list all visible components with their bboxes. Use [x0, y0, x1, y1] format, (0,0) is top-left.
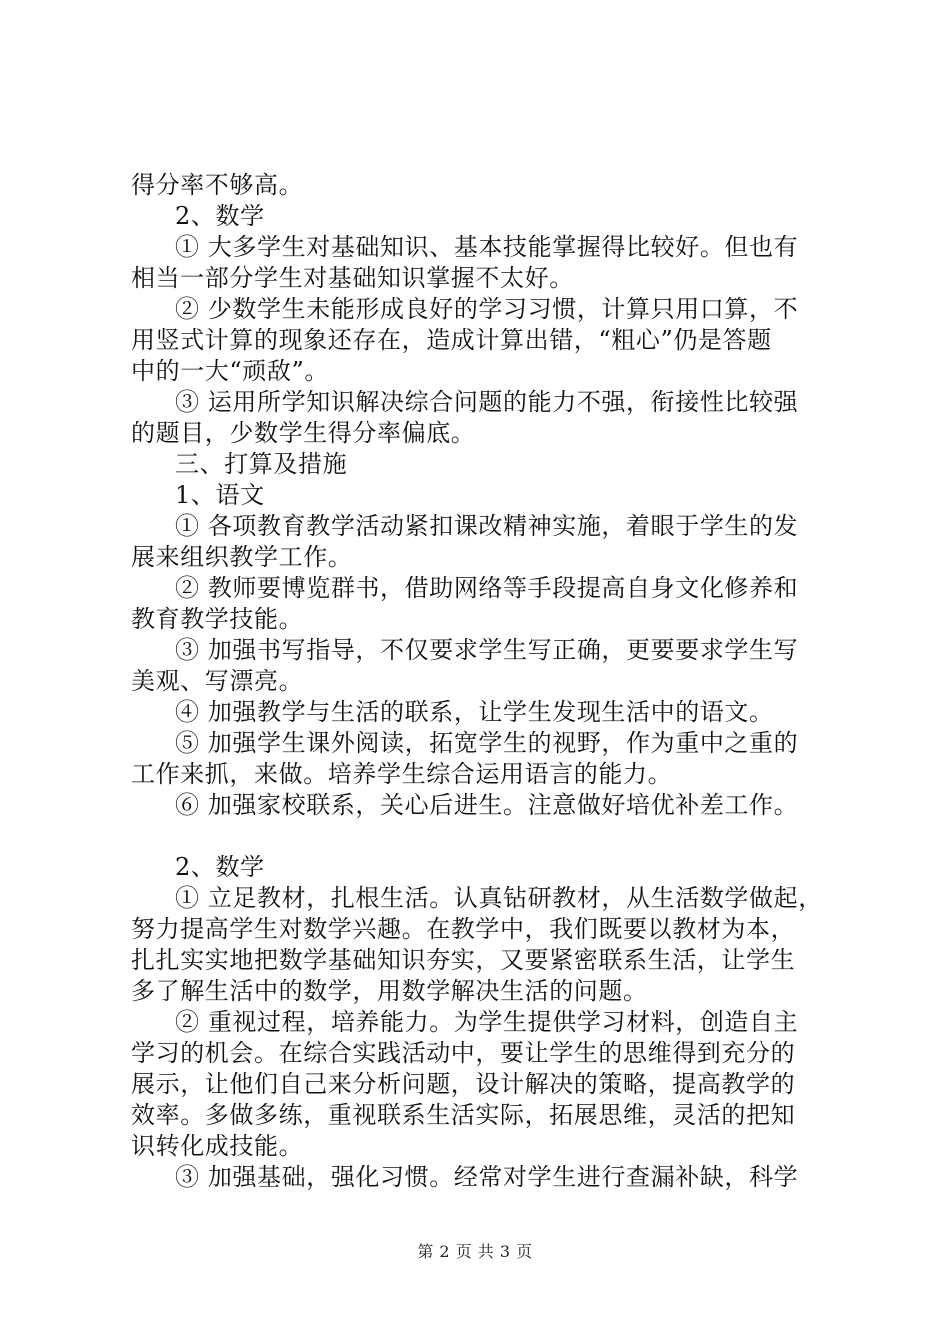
text-line: ① 立足教材，扎根生活。认真钻研教材，从生活数学做起， [175, 884, 823, 912]
text-line: 的题目，少数学生得分率偏底。 [131, 419, 476, 447]
text-line: ③ 运用所学知识解决综合问题的能力不强，衔接性比较强 [175, 388, 799, 416]
text-line: 中的一大“顽敌”。 [131, 357, 329, 385]
text-line: 2、数学 [175, 853, 265, 881]
text-line: 学习的机会。在综合实践活动中，要让学生的思维得到充分的 [131, 1039, 796, 1067]
text-line: 美观、写漂亮。 [131, 667, 304, 695]
text-line: 展来组织教学工作。 [131, 543, 353, 571]
text-line: 相当一部分学生对基础知识掌握不太好。 [131, 264, 574, 292]
blank-line [131, 821, 835, 852]
text-line: 多了解生活中的数学，用数学解决生活的问题。 [131, 977, 648, 1005]
text-line: 教育教学技能。 [131, 605, 304, 633]
text-line: ② 重视过程，培养能力。为学生提供学习材料，创造自主 [175, 1008, 799, 1036]
text-line: 1、语文 [175, 481, 265, 509]
text-line: 展示，让他们自己来分析问题，设计解决的策略，提高教学的 [131, 1070, 796, 1098]
text-line: 扎扎实实地把数学基础知识夯实，又要紧密联系生活，让学生 [131, 946, 796, 974]
text-line: ⑥ 加强家校联系，关心后进生。注意做好培优补差工作。 [175, 791, 799, 819]
text-line: ② 少数学生未能形成良好的学习习惯，计算只用口算，不 [175, 295, 799, 323]
text-line: 用竖式计算的现象还存在，造成计算出错，“粗心”仍是答题 [131, 326, 772, 354]
text-line: 努力提高学生对数学兴趣。在教学中，我们既要以教材为本， [131, 915, 796, 943]
text-line: 2、数学 [175, 202, 265, 230]
text-line: 效率。多做多练，重视联系生活实际，拓展思维，灵活的把知 [131, 1101, 796, 1129]
text-line: ③ 加强基础，强化习惯。经常对学生进行查漏补缺，科学 [175, 1163, 799, 1191]
text-line: 识转化成技能。 [131, 1132, 304, 1160]
text-line: ① 大多学生对基础知识、基本技能掌握得比较好。但也有 [175, 233, 799, 261]
document-body [131, 170, 835, 1193]
text-line: 得分率不够高。 [131, 171, 304, 199]
text-line: ② 教师要博览群书，借助网络等手段提高自身文化修养和 [175, 574, 799, 602]
text-line: ① 各项教育教学活动紧扣课改精神实施，着眼于学生的发 [175, 512, 799, 540]
text-line: ④ 加强教学与生活的联系，让学生发现生活中的语文。 [175, 698, 774, 726]
text-line: ③ 加强书写指导，不仅要求学生写正确，更要要求学生写 [175, 636, 799, 664]
text-line: 三、打算及措施 [175, 450, 348, 478]
text-line: 工作来抓，来做。培养学生综合运用语言的能力。 [131, 760, 673, 788]
text-line: ⑤ 加强学生课外阅读，拓宽学生的视野，作为重中之重的 [175, 729, 799, 757]
page-footer: 第 2 页 共 3 页 [417, 1242, 533, 1261]
